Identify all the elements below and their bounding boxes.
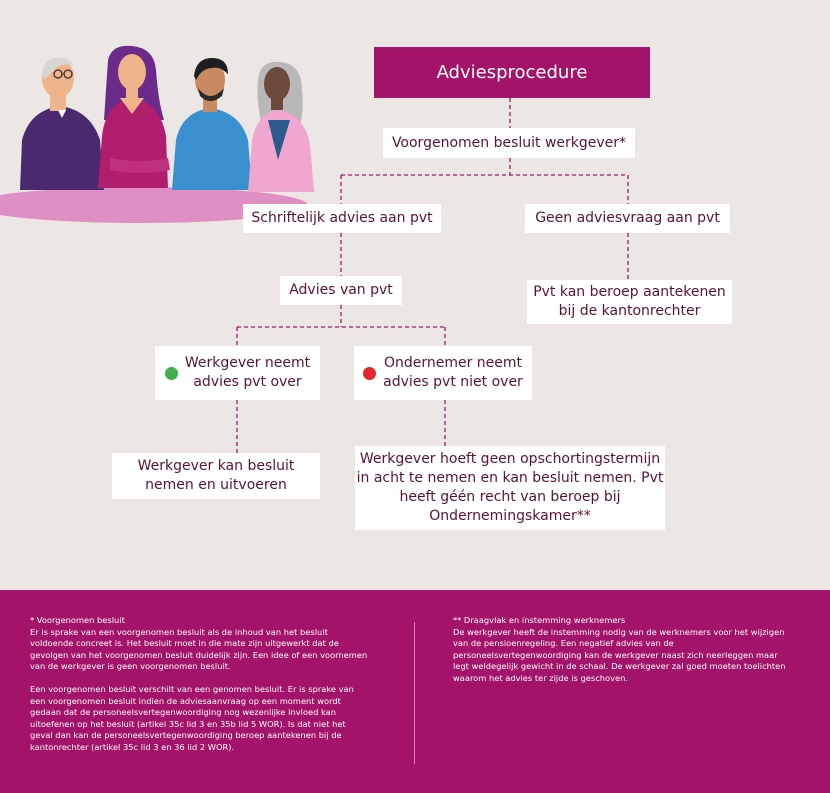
footnote-line: Een voorgenomen besluit verschilt van een genomen besluit. Er is sprake van	[30, 684, 354, 694]
node-ondernemer-line-2: advies pvt niet over	[383, 374, 523, 390]
node-werkgever-neemt-over-label	[185, 354, 310, 392]
node-geen-adviesvraag-text: Geen adviesvraag aan pvt	[535, 210, 720, 226]
diagram-title-text: Adviesprocedure	[436, 62, 588, 83]
diagram-title	[374, 47, 650, 98]
footnote-line: kantonrechter (artikel 35c lid 3 en 36 lid 2 WOR).	[30, 741, 235, 752]
node-advies-van-pvt	[280, 276, 402, 305]
node-werkgever-line-1: Werkgever neemt	[184, 355, 311, 371]
node-opschorting-line-1: Werkgever hoeft geen opschortingstermijn	[359, 451, 661, 467]
footnote-line: Er is sprake van een voorgenomen besluit als de inhoud van het besluit	[30, 626, 328, 637]
node-kan-besluit-line-1: Werkgever kan besluit	[137, 458, 295, 474]
footnote-line: van de pensioenregeling. Een negatief advies van de	[453, 638, 674, 648]
node-geen-adviesvraag	[525, 204, 730, 233]
node-werkgever-neemt-over	[155, 346, 320, 400]
node-ondernemer-line-1: Ondernemer neemt	[383, 355, 523, 371]
green-dot-icon	[165, 367, 178, 380]
footnote-line: De werkgever heeft de instemming nodig van de werknemers voor het wijzigen	[453, 626, 785, 637]
node-beroep-line-1: Pvt kan beroep aantekenen	[533, 284, 726, 300]
node-werkgever-line-2: advies pvt over	[193, 374, 302, 390]
footnote-line: personeelsvertegenwoordiging kan de werkgever naast zich neerleggen maar	[453, 649, 778, 660]
footnote-line: voldoende concreet is. Het besluit moet in die mate zijn uitgewerkt dat de	[30, 638, 339, 648]
node-voorgenomen-text: Voorgenomen besluit werkgever*	[391, 134, 627, 151]
node-geen-opschortingstermijn	[355, 446, 665, 530]
node-ondernemer-niet-over-label	[383, 354, 523, 392]
footnote-draagvlak-para-1	[453, 627, 823, 685]
node-voorgenomen-besluit	[383, 128, 635, 158]
footnote-draagvlak	[453, 615, 823, 696]
node-advies-van-pvt-text: Advies van pvt	[289, 282, 393, 298]
node-kan-besluit-line-2: nemen en uitvoeren	[145, 477, 287, 493]
footnote-line: van de werkgever is geen voorgenomen besluit.	[30, 661, 231, 671]
node-beroep-line-2: bij de kantonrechter	[558, 303, 701, 319]
footnotes-panel	[0, 590, 830, 793]
footnote-line: uitoefenen op het besluit (artikel 35c lid 3 en 35b lid 5 WOR). Is dat niet het	[30, 718, 346, 729]
node-schriftelijk-advies	[243, 204, 441, 233]
node-kan-besluit-nemen	[112, 453, 320, 499]
footnote-draagvlak-heading: ** Draagvlak en instemming werknemers	[453, 615, 626, 625]
footnote-line: een voorgenomen besluit indien de adviesaanvraag op een moment wordt	[30, 695, 341, 706]
footnote-line: gedaan dat de personeelsvertegenwoordiging nog wezenlijke invloed kan	[30, 707, 337, 717]
node-ondernemer-niet-over	[354, 346, 532, 400]
footnote-voorgenomen-para-1	[30, 627, 400, 673]
node-opschorting-line-2: in acht te nemen en kan besluit nemen. Pvt	[356, 470, 664, 486]
footnote-line: geval dan kan de personeelsvertegenwoordiging beroep aantekenen bij de	[30, 730, 342, 740]
footnote-voorgenomen-heading: * Voorgenomen besluit	[30, 615, 125, 625]
footnote-line: waarom het advies ter zijde is geschoven.	[453, 672, 629, 683]
footnote-line: gevolgen van het voorgenomen besluit duidelijk zijn. Een idee of een voornemen	[30, 649, 368, 660]
footnote-voorgenomen	[30, 615, 400, 765]
footnote-divider	[414, 622, 415, 764]
footnote-voorgenomen-para-2	[30, 684, 400, 753]
node-schriftelijk-text: Schriftelijk advies aan pvt	[251, 210, 433, 226]
node-opschorting-line-4: Ondernemingskamer**	[429, 508, 591, 524]
red-dot-icon	[363, 367, 376, 380]
node-opschorting-line-3: heeft géén recht van beroep bij	[399, 489, 621, 505]
footnote-line: legt weldegelijk gewicht in de schaal. De werkgever zal goed moeten toelichten	[453, 661, 786, 671]
node-beroep-kantonrechter	[527, 280, 732, 324]
